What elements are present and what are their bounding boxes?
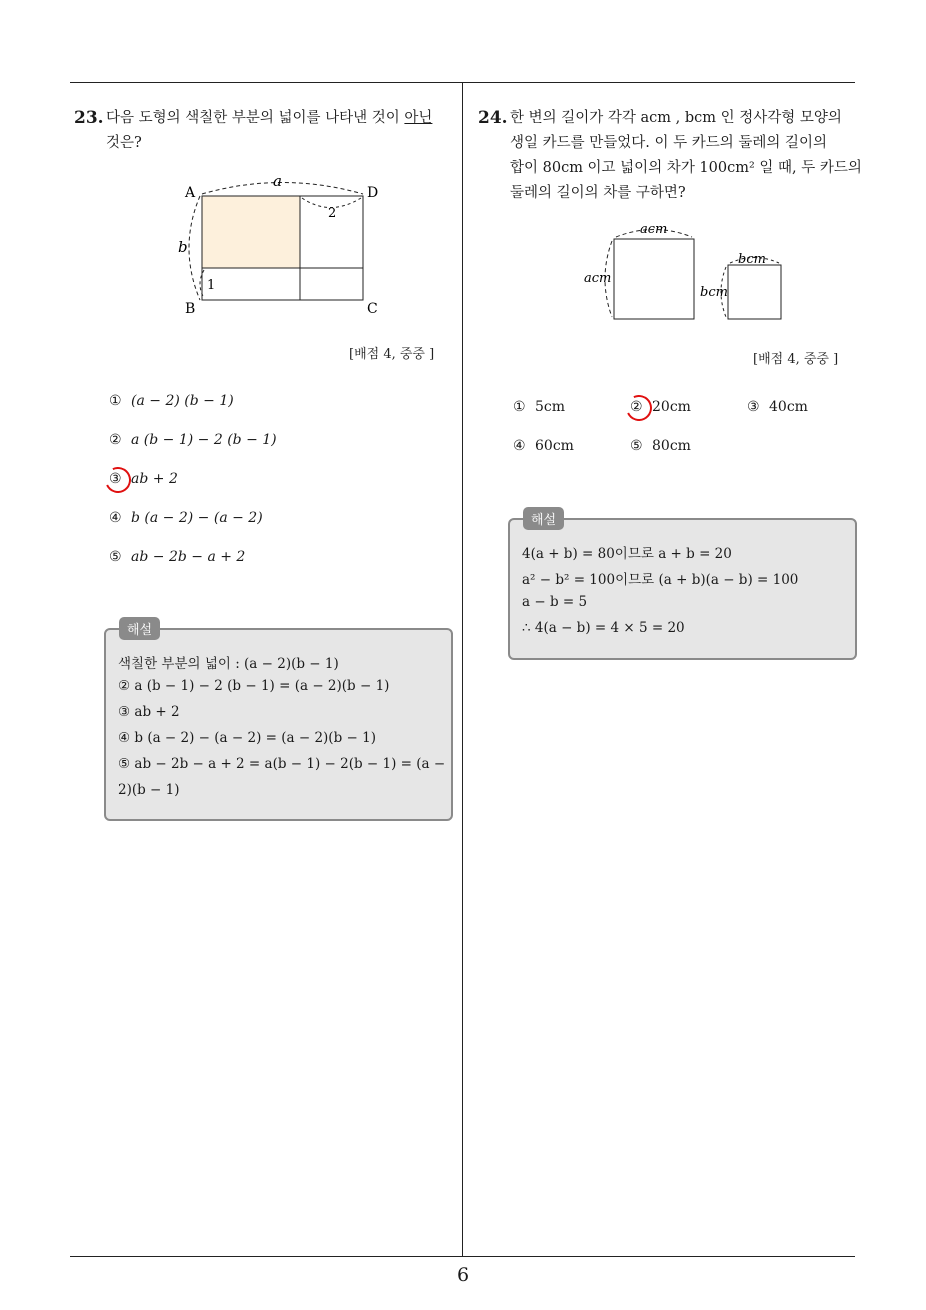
q24-text: [510, 106, 862, 206]
q24-label-big-left: acm: [584, 271, 612, 286]
q23-solution-line-1: 색칠한 부분의 넓이 : (a − 2)(b − 1): [118, 656, 339, 672]
q23-label-C: C: [367, 301, 378, 317]
q24-text-line2: 생일 카드를 만들었다. 이 두 카드의 둘레의 길이의: [510, 135, 828, 151]
q23-text: [106, 106, 432, 156]
q24-choice-2[interactable]: ② 20cm: [630, 399, 691, 415]
q23-text-underlined: 아닌: [404, 110, 433, 126]
q23-choice-5[interactable]: ⑤ ab − 2b − a + 2: [109, 549, 246, 565]
q23-solution-line-4: ④ b (a − 2) − (a − 2) = (a − 2)(b − 1): [118, 730, 376, 746]
q23-solution-line-3: ③ ab + 2: [118, 704, 180, 720]
q24-choice-3[interactable]: ③ 40cm: [747, 399, 808, 415]
q24-figure: [580, 218, 800, 328]
q23-solution-line-5: ⑤ ab − 2b − a + 2 = a(b − 1) − 2(b − 1) = (a −: [118, 756, 446, 772]
q24-solution-box: [508, 518, 857, 660]
q24-label-small-top: bcm: [738, 252, 766, 267]
q23-answer-circle: [101, 463, 134, 496]
q23-choice-3[interactable]: ③ ab + 2: [109, 471, 178, 487]
column-divider: [462, 83, 463, 1257]
q24-solution-line-2: a² − b² = 100이므로 (a + b)(a − b) = 100: [522, 572, 799, 588]
q23-text-line1: 다음 도형의 색칠한 부분의 넓이를 나타낸 것이: [106, 110, 405, 126]
q23-brace-b: [189, 196, 200, 300]
q24-label-small-left: bcm: [700, 285, 728, 300]
q24-label-big-top: acm: [640, 222, 668, 237]
q23-label-D: D: [367, 185, 379, 201]
q23-solution-tab: 해설: [119, 617, 160, 640]
q23-brace-a: [202, 183, 363, 195]
q23-figure: [170, 165, 400, 325]
q23-label-A: A: [185, 185, 196, 201]
q23-label-b: b: [178, 238, 188, 256]
q24-big-square: [614, 239, 694, 319]
page-number: 6: [456, 1264, 470, 1286]
q23-solution-line-2: ② a (b − 1) − 2 (b − 1) = (a − 2)(b − 1): [118, 678, 390, 694]
q23-label-a: a: [273, 172, 282, 190]
q23-label-1: 1: [207, 278, 216, 293]
q24-text-line3: 합이 80cm 이고 넓이의 차가 100cm² 일 때, 두 카드의: [510, 160, 862, 176]
q23-text-line2: 것은?: [106, 135, 142, 151]
bottom-rule: [70, 1256, 855, 1257]
q24-choice-5[interactable]: ⑤ 80cm: [630, 438, 691, 454]
q24-text-line1: 한 변의 길이가 각각 acm , bcm 인 정사각형 모양의: [510, 110, 842, 126]
q23-choice-4[interactable]: ④ b (a − 2) − (a − 2): [109, 510, 263, 526]
q24-solution-tab: 해설: [523, 507, 564, 530]
q23-label-B: B: [185, 301, 196, 317]
q24-number: 24.: [478, 108, 508, 128]
q24-choice-1[interactable]: ① 5cm: [513, 399, 566, 415]
q24-score: [배점 4, 중중 ]: [753, 352, 839, 367]
q23-choice-2[interactable]: ② a (b − 1) − 2 (b − 1): [109, 432, 277, 448]
q24-answer-circle: [622, 391, 655, 424]
q24-small-square: [728, 265, 781, 319]
q24-text-line4: 둘레의 길이의 차를 구하면?: [510, 185, 686, 201]
q24-choice-4[interactable]: ④ 60cm: [513, 438, 574, 454]
q23-label-2: 2: [328, 206, 337, 221]
q23-shaded-region: [202, 196, 300, 268]
q23-number: 23.: [74, 108, 104, 128]
q24-solution-line-3: a − b = 5: [522, 594, 588, 610]
q24-solution-line-1: 4(a + b) = 80이므로 a + b = 20: [522, 546, 732, 562]
q23-choice-1[interactable]: ① (a − 2) (b − 1): [109, 393, 234, 409]
q23-score: [배점 4, 중중 ]: [349, 347, 435, 362]
q24-solution-line-4: ∴ 4(a − b) = 4 × 5 = 20: [522, 620, 685, 636]
q23-solution-line-6: 2)(b − 1): [118, 782, 180, 798]
